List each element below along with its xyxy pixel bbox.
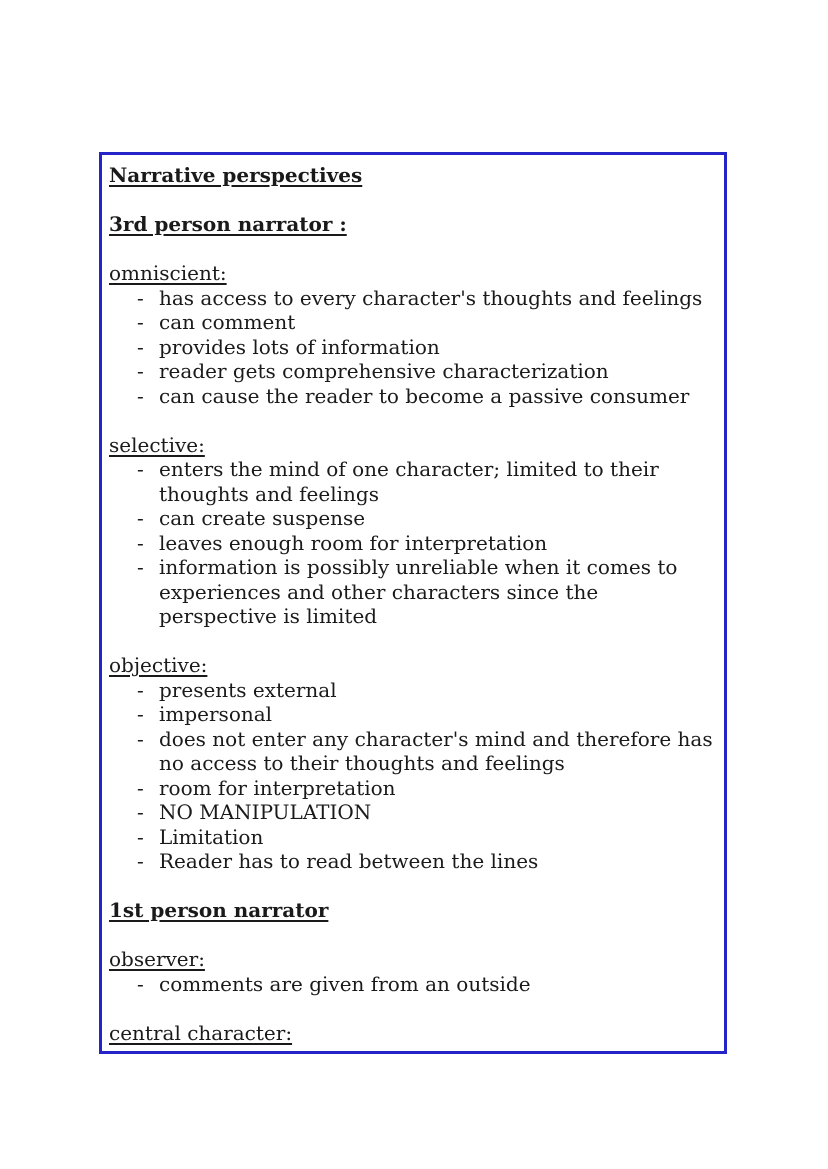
objective-list xyxy=(109,678,720,874)
list-item: - reader gets comprehensive characterization xyxy=(109,359,720,384)
list-item: - can create suspense xyxy=(109,506,720,531)
objective-label: objective: xyxy=(109,653,208,677)
list-item: - leaves enough room for interpretation xyxy=(109,531,720,556)
list-item: - can comment xyxy=(109,310,720,335)
notes-content xyxy=(109,163,720,1045)
notes-box xyxy=(99,152,727,1054)
list-item: - presents external xyxy=(109,678,720,703)
list-item: - NO MANIPULATION xyxy=(109,800,720,825)
list-item: - has access to every character's thoughts and feelings xyxy=(109,286,720,311)
list-item: - can cause the reader to become a passive consumer xyxy=(109,384,720,409)
list-item: - does not enter any character's mind and therefore has no access to their thoughts and feelings xyxy=(109,727,720,776)
list-item: - information is possibly unreliable when it comes to experiences and other characters since the perspective is limited xyxy=(109,555,720,629)
selective-label: selective: xyxy=(109,432,205,457)
list-item: - Limitation xyxy=(109,825,720,850)
list-item: - room for interpretation xyxy=(109,776,720,801)
third-person-heading: 3rd person narrator : xyxy=(109,212,347,236)
observer-label: observer: xyxy=(109,947,205,971)
first-person-heading: 1st person narrator xyxy=(109,898,329,922)
list-item: - Reader has to read between the lines xyxy=(109,849,720,874)
list-item: - comments are given from an outside xyxy=(109,972,720,997)
central-character-label: central character: xyxy=(109,1020,293,1045)
page-title: Narrative perspectives xyxy=(109,163,363,187)
list-item: - impersonal xyxy=(109,702,720,727)
observer-list xyxy=(109,972,720,997)
omniscient-list xyxy=(109,286,720,409)
selective-list xyxy=(109,457,720,629)
omniscient-label: omniscient: xyxy=(109,261,227,285)
list-item: - provides lots of information xyxy=(109,335,720,360)
list-item: - enters the mind of one character; limited to their thoughts and feelings xyxy=(109,457,720,506)
